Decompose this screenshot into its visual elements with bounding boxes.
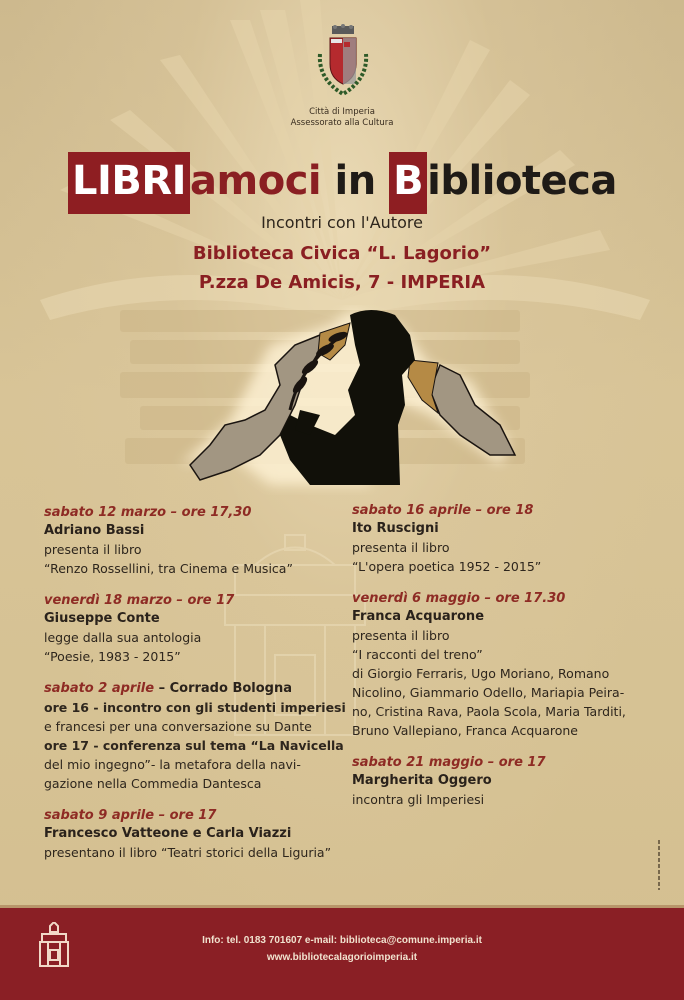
event-date: sabato 9 aprile – ore 17 <box>44 808 217 823</box>
events-left-column <box>44 504 344 876</box>
event-date: venerdì 18 marzo – ore 17 <box>44 593 235 608</box>
subtitle: Incontri con l'Autore <box>261 213 423 232</box>
event-date <box>44 680 344 698</box>
title-iblioteca: iblioteca <box>427 158 617 204</box>
event-book-title: “Poesie, 1983 - 2015” <box>44 649 181 664</box>
event-date-text: sabato 2 aprile <box>44 681 155 696</box>
event-author: Franca Acquarone <box>352 609 485 624</box>
event-book-title: “L'opera poetica 1952 - 2015” <box>352 559 542 574</box>
event-description: presenta il libro <box>352 628 450 643</box>
event-author: Francesco Vatteone e Carla Viazzi <box>44 826 292 841</box>
venue-name: Biblioteca Civica “L. Lagorio” <box>192 243 492 264</box>
vertical-credit-mark <box>655 840 663 890</box>
event-author: Adriano Bassi <box>44 523 145 538</box>
footer-contact: Info: tel. 0183 701607 e-mail: biblioteca@comune.imperia.it <box>202 935 482 946</box>
event-item <box>44 680 344 793</box>
event-date: venerdì 6 maggio – ore 17.30 <box>352 591 566 606</box>
title-in: in <box>321 158 390 204</box>
title-amoci: amoci <box>190 158 322 204</box>
event-item <box>44 592 344 666</box>
event-description: Bruno Vallepiano, Franca Acquarone <box>352 723 578 738</box>
event-item <box>352 754 652 809</box>
author-laurel-liguria-illustration <box>170 305 520 495</box>
event-item <box>352 502 652 576</box>
event-description: presenta il libro <box>44 542 142 557</box>
footer-bar <box>0 905 684 1000</box>
event-author: Giuseppe Conte <box>44 611 160 626</box>
event-date: sabato 21 maggio – ore 17 <box>352 755 546 770</box>
department-name: Assessorato alla Cultura <box>290 118 394 128</box>
event-description: ore 16 - incontro con gli studenti imperiesi <box>44 700 346 715</box>
city-coat-of-arms-icon <box>312 24 374 102</box>
event-description: ore 17 - conferenza sul tema “La Navicella <box>44 738 344 753</box>
event-description: incontra gli Imperiesi <box>352 792 485 807</box>
venue-address: P.zza De Amicis, 7 - IMPERIA <box>198 272 486 293</box>
title-b-boxed: B <box>389 152 427 214</box>
event-description: presenta il libro <box>352 540 450 555</box>
page-title <box>68 150 617 212</box>
title-libri-boxed: LIBRI <box>68 152 190 214</box>
event-book-title: “Renzo Rossellini, tra Cinema e Musica” <box>44 561 293 576</box>
event-description: no, Cristina Rava, Paola Scola, Maria Tarditi, <box>352 704 626 719</box>
event-book-title: “I racconti del treno” <box>352 647 483 662</box>
event-description: gazione nella Commedia Dantesca <box>44 776 262 791</box>
city-name: Città di Imperia <box>309 107 375 117</box>
event-description: e francesi per una conversazione su Dante <box>44 719 312 734</box>
event-item <box>44 504 344 578</box>
footer-website: www.bibliotecalagorioimperia.it <box>266 952 418 963</box>
event-description: di Giorgio Ferraris, Ugo Moriano, Romano <box>352 666 610 681</box>
event-date: sabato 12 marzo – ore 17,30 <box>44 505 252 520</box>
event-author: Ito Ruscigni <box>352 521 439 536</box>
event-author: Margherita Oggero <box>352 773 492 788</box>
event-date: sabato 16 aprile – ore 18 <box>352 503 534 518</box>
event-description: legge dalla sua antologia <box>44 630 202 645</box>
event-description: presentano il libro “Teatri storici della Liguria” <box>44 845 332 860</box>
events-right-column <box>352 502 652 823</box>
event-description: Nicolino, Giammario Odello, Mariapia Peira- <box>352 685 625 700</box>
event-author: – Corrado Bologna <box>154 681 293 696</box>
event-item <box>44 807 344 862</box>
event-description: del mio ingegno”- la metafora della navi- <box>44 757 301 772</box>
event-item <box>352 590 652 740</box>
